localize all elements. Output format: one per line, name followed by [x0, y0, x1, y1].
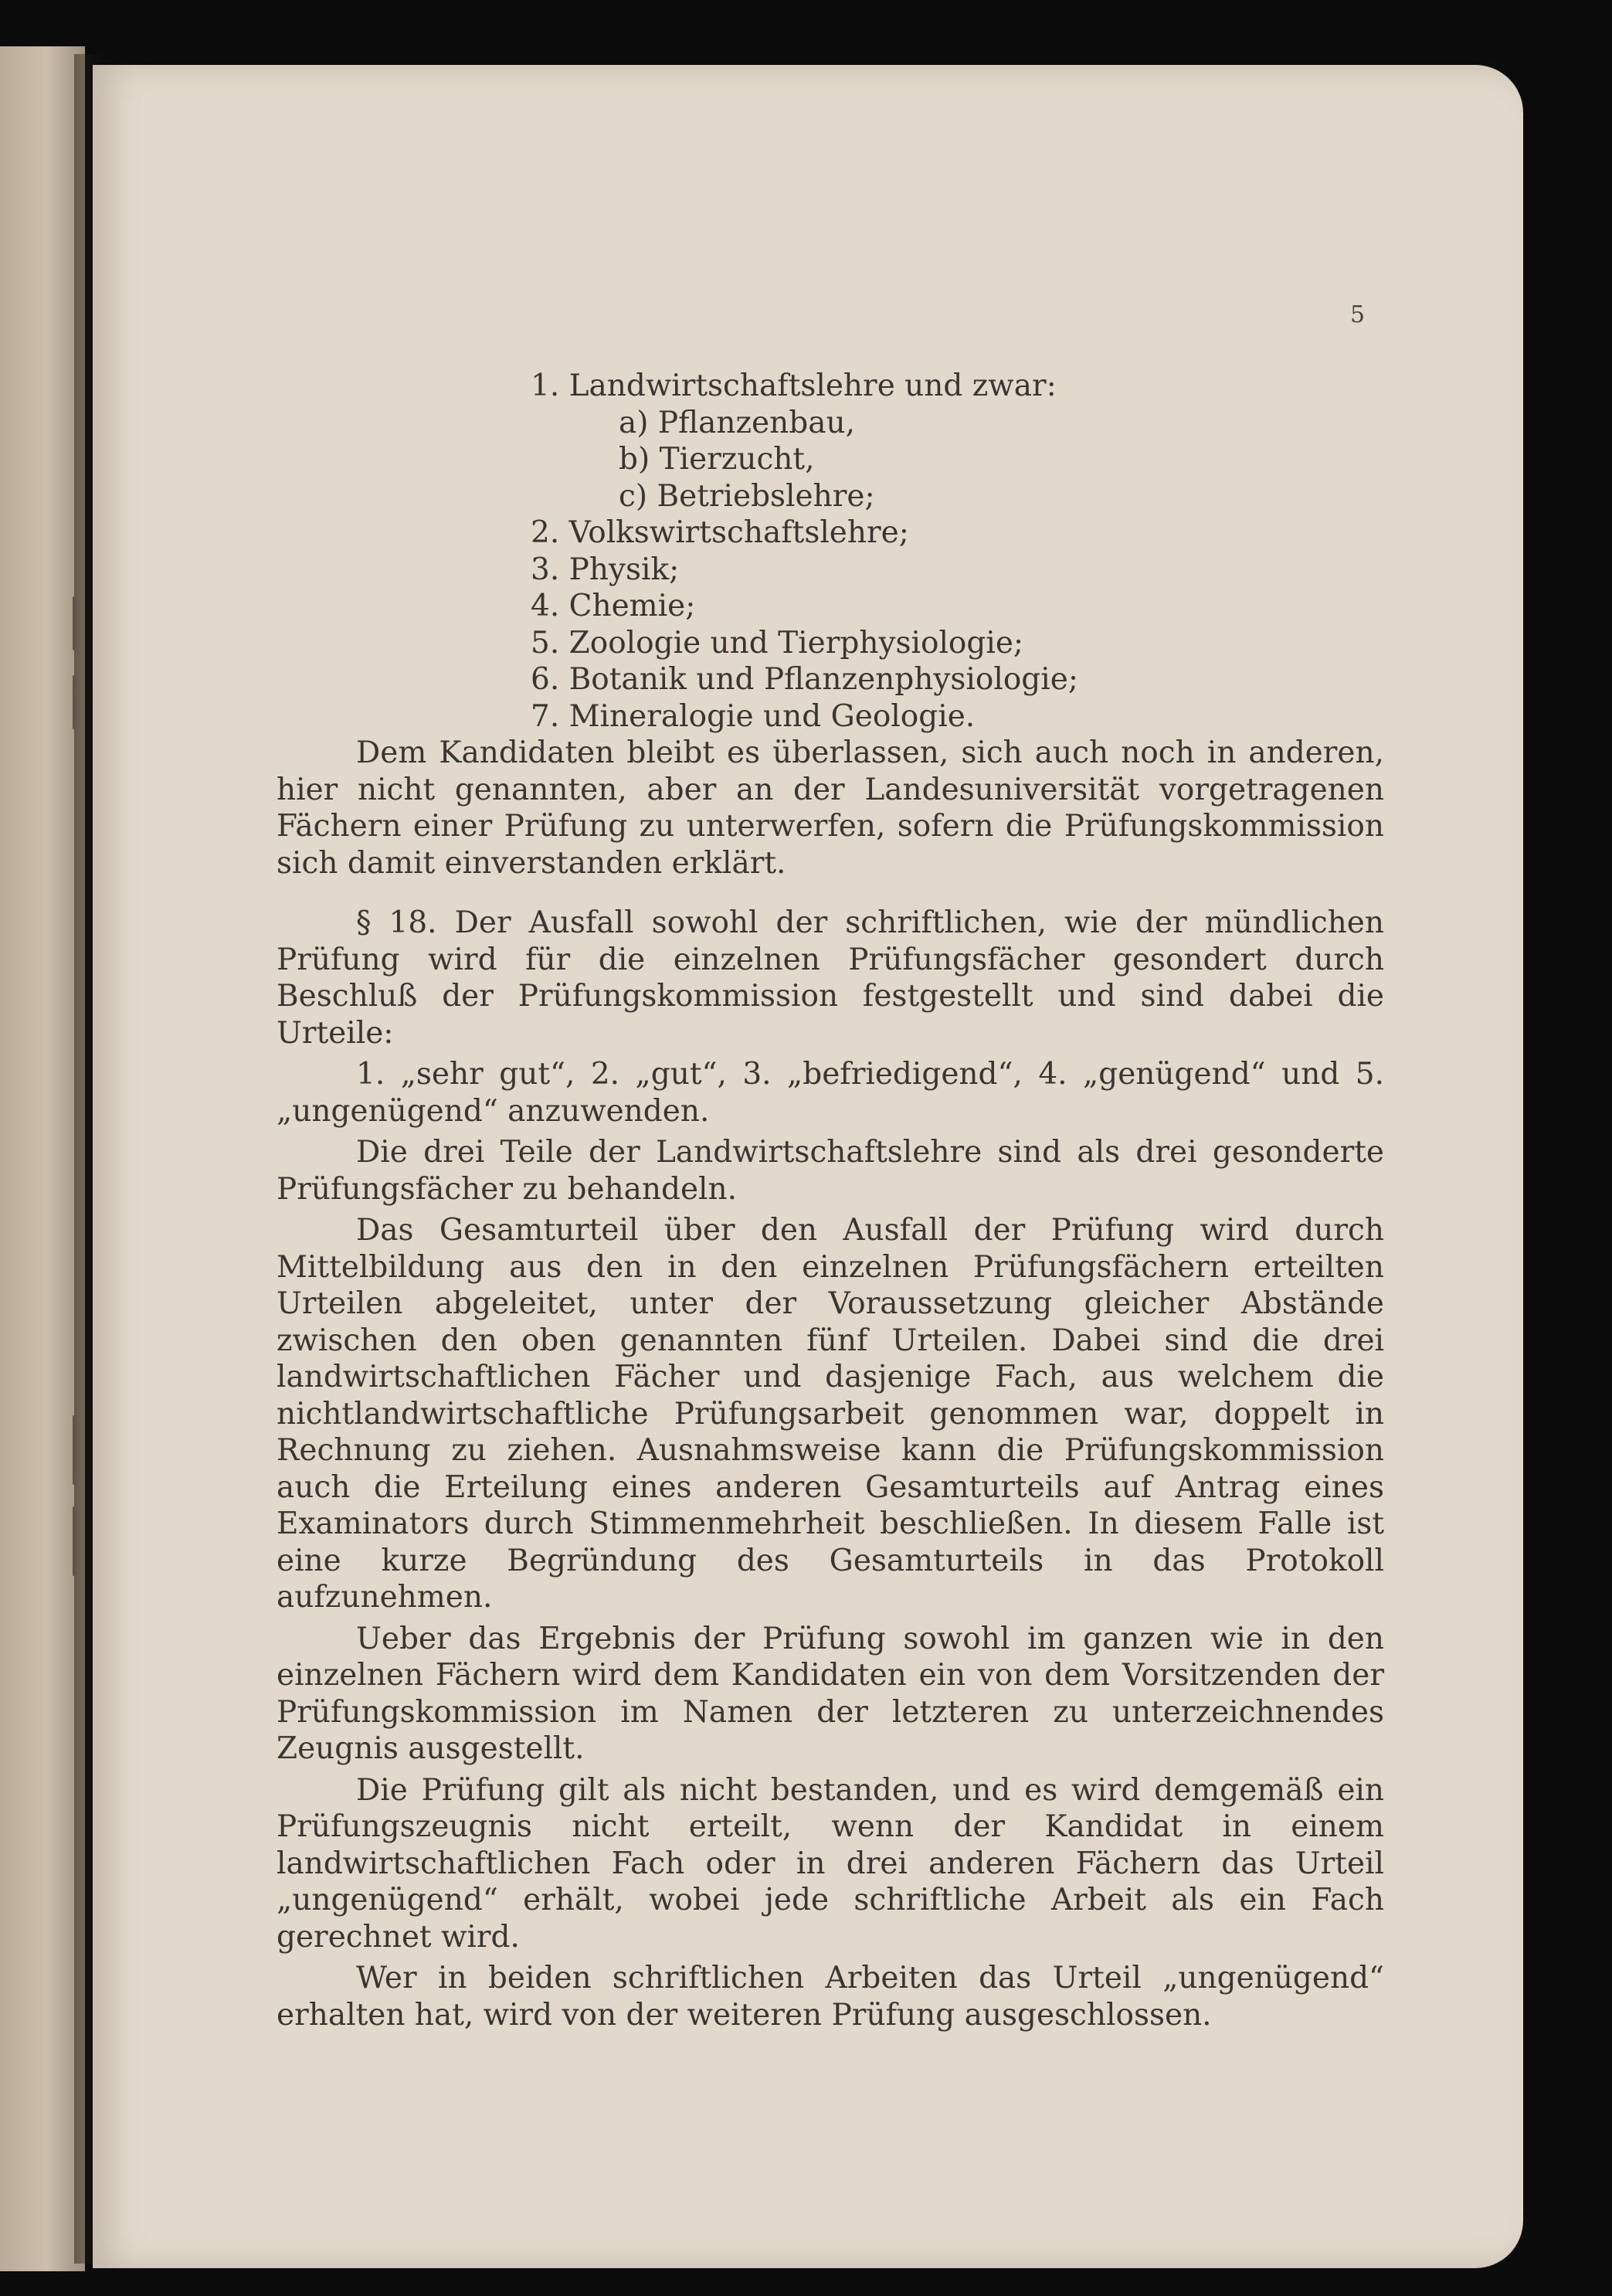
list-item	[277, 478, 1384, 515]
list-number: b)	[619, 442, 650, 477]
list-number: c)	[619, 478, 648, 514]
list-number: 5.	[531, 625, 560, 661]
previous-page-edge	[0, 46, 85, 2271]
list-item	[277, 588, 1384, 625]
list-item	[277, 698, 1384, 735]
list-label: Botanik und Pflanzenphysiologie;	[568, 662, 1078, 697]
list-number: 2.	[531, 515, 560, 550]
page-number: 5	[1350, 301, 1366, 328]
margin-mark	[73, 1415, 76, 1485]
list-item	[277, 661, 1384, 698]
list-label: Betriebslehre;	[657, 478, 875, 514]
list-number: 1.	[531, 369, 560, 403]
list-label: Mineralogie und Geologie.	[568, 698, 976, 734]
paragraph-section-18: § 18. Der Ausfall sowohl der schriftlichen, wie der mündlichen Prüfung wird für die einzelnen Prüfungsfächer gesondert durch Beschluß der Prüfungskommission festgestellt und sind dabei die Urteile:	[277, 905, 1384, 1051]
list-label: Chemie;	[568, 589, 696, 623]
list-item	[277, 552, 1384, 589]
list-number: 6.	[531, 662, 560, 697]
list-label: Tierzucht,	[659, 442, 815, 477]
paragraph-additional-subjects: Dem Kandidaten bleibt es überlassen, sich auch noch in anderen, hier nicht genannten, aber an der Landesuniversität vorgetragenen Fächern einer Prüfung zu unterwerfen, sofern die Prüfungskommission sich damit einverstanden erklärt.	[277, 735, 1384, 881]
paragraph-grade-scale: 1. „sehr gut“, 2. „gut“, 3. „befriedigend“, 4. „genügend“ und 5. „ungenügend“ anzuwenden.	[277, 1057, 1384, 1129]
list-label: Landwirtschaftslehre und zwar:	[568, 369, 1057, 403]
margin-mark	[73, 1506, 76, 1576]
margin-mark	[73, 596, 76, 650]
page-body	[277, 368, 1384, 2033]
list-item	[277, 368, 1384, 405]
list-label: Zoologie und Tierphysiologie;	[568, 625, 1024, 661]
list-item	[277, 515, 1384, 552]
margin-mark	[73, 675, 76, 729]
list-item	[277, 441, 1384, 478]
list-item	[277, 405, 1384, 442]
paragraph-agriculture-parts: Die drei Teile der Landwirtschaftslehre sind als drei gesonderte Prüfungsfächer zu behandeln.	[277, 1135, 1384, 1207]
list-number: 3.	[531, 552, 560, 587]
subject-list	[277, 368, 1384, 735]
list-item	[277, 625, 1384, 662]
paragraph-failure: Die Prüfung gilt als nicht bestanden, und es wird demgemäß ein Prüfungszeugnis nicht erteilt, wenn der Kandidat in einem landwirtschaftlichen Fach oder in drei anderen Fächern das Urteil „ungenügend“ erhält, wobei jede schriftliche Arbeit als ein Fach gerechnet wird.	[277, 1772, 1384, 1955]
paragraph-overall-grade: Das Gesamturteil über den Ausfall der Prüfung wird durch Mittelbildung aus den in den einzelnen Prüfungsfächern erteilten Urteilen abgeleitet, unter der Voraussetzung gleicher Abstände zwischen den oben genannten fünf Urteilen. Dabei sind die drei landwirtschaftlichen Fächer und dasjenige Fach, aus welchem die nichtlandwirtschaftliche Prüfungsarbeit genommen war, doppelt in Rechnung zu ziehen. Ausnahmsweise kann die Prüfungskommission auch die Erteilung eines anderen Gesamturteils auf Antrag eines Examinators durch Stimmenmehrheit beschließen. In diesem Falle ist eine kurze Begründung des Gesamturteils in das Protokoll aufzunehmen.	[277, 1213, 1384, 1615]
list-label: Physik;	[568, 552, 680, 587]
document-page	[93, 65, 1523, 2268]
list-number: 4.	[531, 589, 560, 623]
list-label: Volkswirtschaftslehre;	[568, 515, 909, 550]
list-number: a)	[619, 405, 649, 440]
paragraph-exclusion: Wer in beiden schriftlichen Arbeiten das Urteil „ungenügend“ erhalten hat, wird von der weiteren Prüfung ausgeschlossen.	[277, 1961, 1384, 2033]
paragraph-certificate: Ueber das Ergebnis der Prüfung sowohl im ganzen wie in den einzelnen Fächern wird dem Kandidaten ein von dem Vorsitzenden der Prüfungskommission im Namen der letzteren zu unterzeichnendes Zeugnis ausgestellt.	[277, 1621, 1384, 1766]
list-number: 7.	[531, 698, 560, 734]
list-label: Pflanzenbau,	[657, 405, 855, 440]
